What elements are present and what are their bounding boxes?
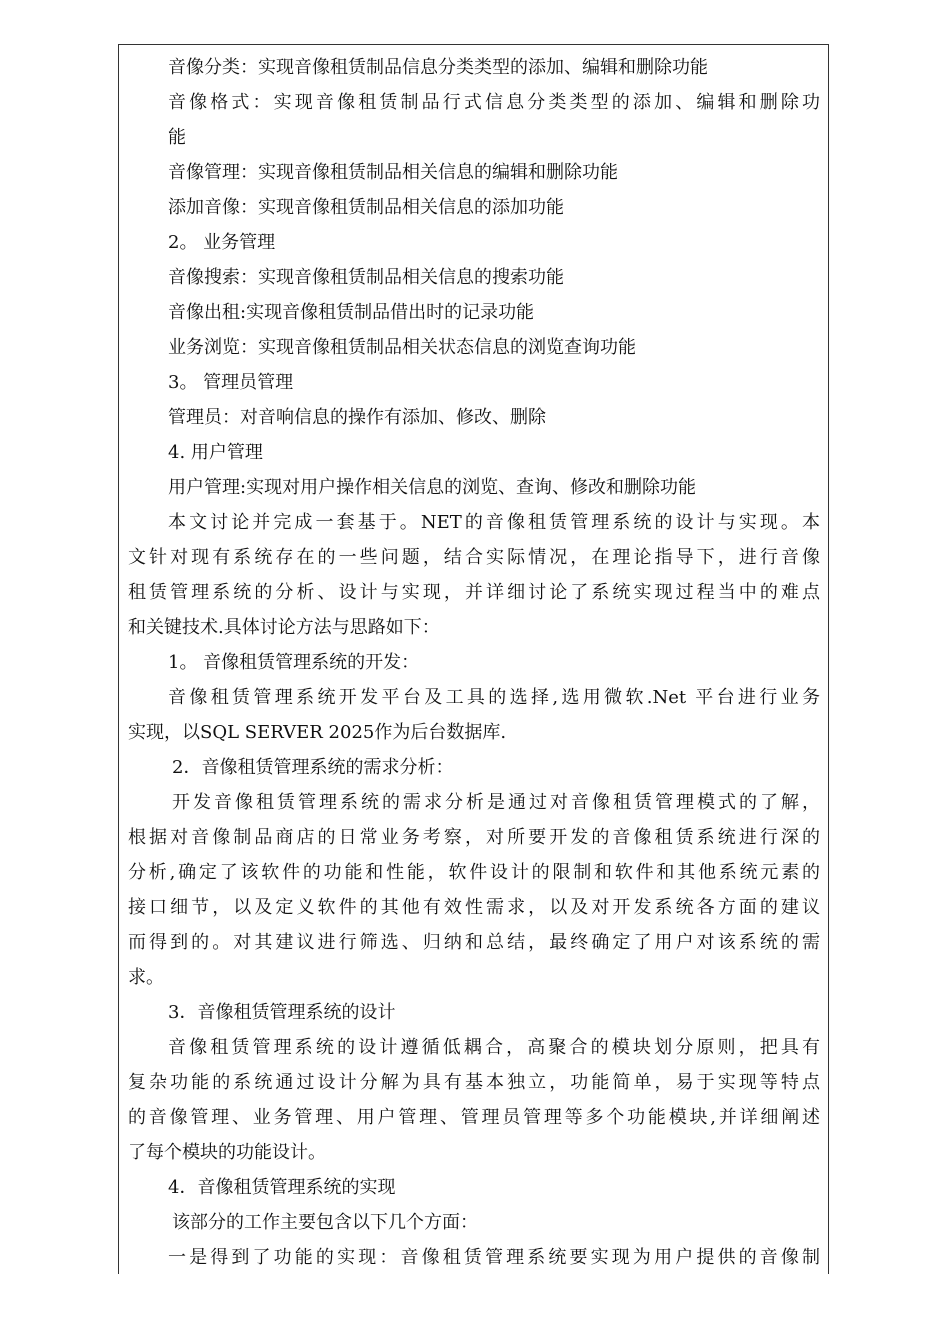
section-heading: 1。 音像租赁管理系统的开发：: [168, 652, 420, 673]
text-line: 添加音像：实现音像租赁制品相关信息的添加功能: [168, 197, 564, 218]
section-heading: 2．音像租赁管理系统的需求分析：: [172, 757, 454, 778]
paragraph-line: 复杂功能的系统通过设计分解为具有基本独立，功能简单，易于实现等特点: [128, 1072, 820, 1093]
paragraph-line: 而得到的。对其建议进行筛选、归纳和总结，最终确定了用户对该系统的需: [128, 932, 820, 953]
paragraph-line: 接口细节，以及定义软件的其他有效性需求，以及对开发系统各方面的建议: [128, 897, 820, 918]
text-line: 管理员：对音响信息的操作有添加、修改、删除: [168, 407, 546, 428]
text-line: 音像管理：实现音像租赁制品相关信息的编辑和删除功能: [168, 162, 618, 183]
text-line: 能: [168, 127, 186, 148]
section-heading: 3。 管理员管理: [168, 372, 294, 393]
paragraph-line: 该部分的工作主要包含以下几个方面：: [172, 1212, 478, 1233]
text-line: 用户管理:实现对用户操作相关信息的浏览、查询、修改和删除功能: [168, 477, 697, 498]
paragraph-line: 实现，以SQL SERVER 2025作为后台数据库.: [128, 722, 507, 743]
paragraph-line: 的音像管理、业务管理、用户管理、管理员管理等多个功能模块,并详细阐述: [128, 1107, 820, 1128]
paragraph-line: 和关键技术.具体讨论方法与思路如下：: [128, 617, 440, 638]
paragraph-line: 音像租赁管理系统的设计遵循低耦合，高聚合的模块划分原则，把具有: [168, 1037, 820, 1058]
paragraph-line: 租赁管理系统的分析、设计与实现，并详细讨论了系统实现过程当中的难点: [128, 582, 820, 603]
text-line: 音像搜索：实现音像租赁制品相关信息的搜索功能: [168, 267, 564, 288]
paragraph-line: 分析,确定了该软件的功能和性能，软件设计的限制和软件和其他系统元素的: [128, 862, 820, 883]
text-line: 音像分类：实现音像租赁制品信息分类类型的添加、编辑和删除功能: [168, 57, 708, 78]
paragraph-line: 开发音像租赁管理系统的需求分析是通过对音像租赁管理模式的了解，: [172, 792, 820, 813]
text-line: 音像格式：实现音像租赁制品行式信息分类类型的添加、编辑和删除功: [168, 92, 820, 113]
section-heading: 4．音像租赁管理系统的实现: [168, 1177, 396, 1198]
paragraph-line: 音像租赁管理系统开发平台及工具的选择,选用微软.Net 平台进行业务: [168, 687, 820, 708]
paragraph-line: 本文讨论并完成一套基于。NET的音像租赁管理系统的设计与实现。本: [168, 512, 820, 533]
section-heading: 3．音像租赁管理系统的设计: [168, 1002, 396, 1023]
section-heading: 4. 用户管理: [168, 442, 263, 463]
paragraph-line: 文针对现有系统存在的一些问题，结合实际情况，在理论指导下，进行音像: [128, 547, 820, 568]
document-body: [128, 50, 820, 1275]
text-line: 音像出租:实现音像租赁制品借出时的记录功能: [168, 302, 535, 323]
paragraph-line: 一是得到了功能的实现：音像租赁管理系统要实现为用户提供的音像制: [168, 1247, 820, 1268]
section-heading: 2。 业务管理: [168, 232, 276, 253]
paragraph-line: 求。: [128, 967, 164, 988]
text-line: 业务浏览：实现音像租赁制品相关状态信息的浏览查询功能: [168, 337, 636, 358]
paragraph-line: 了每个模块的功能设计。: [128, 1142, 326, 1163]
paragraph-line: 根据对音像制品商店的日常业务考察，对所要开发的音像租赁系统进行深的: [128, 827, 820, 848]
